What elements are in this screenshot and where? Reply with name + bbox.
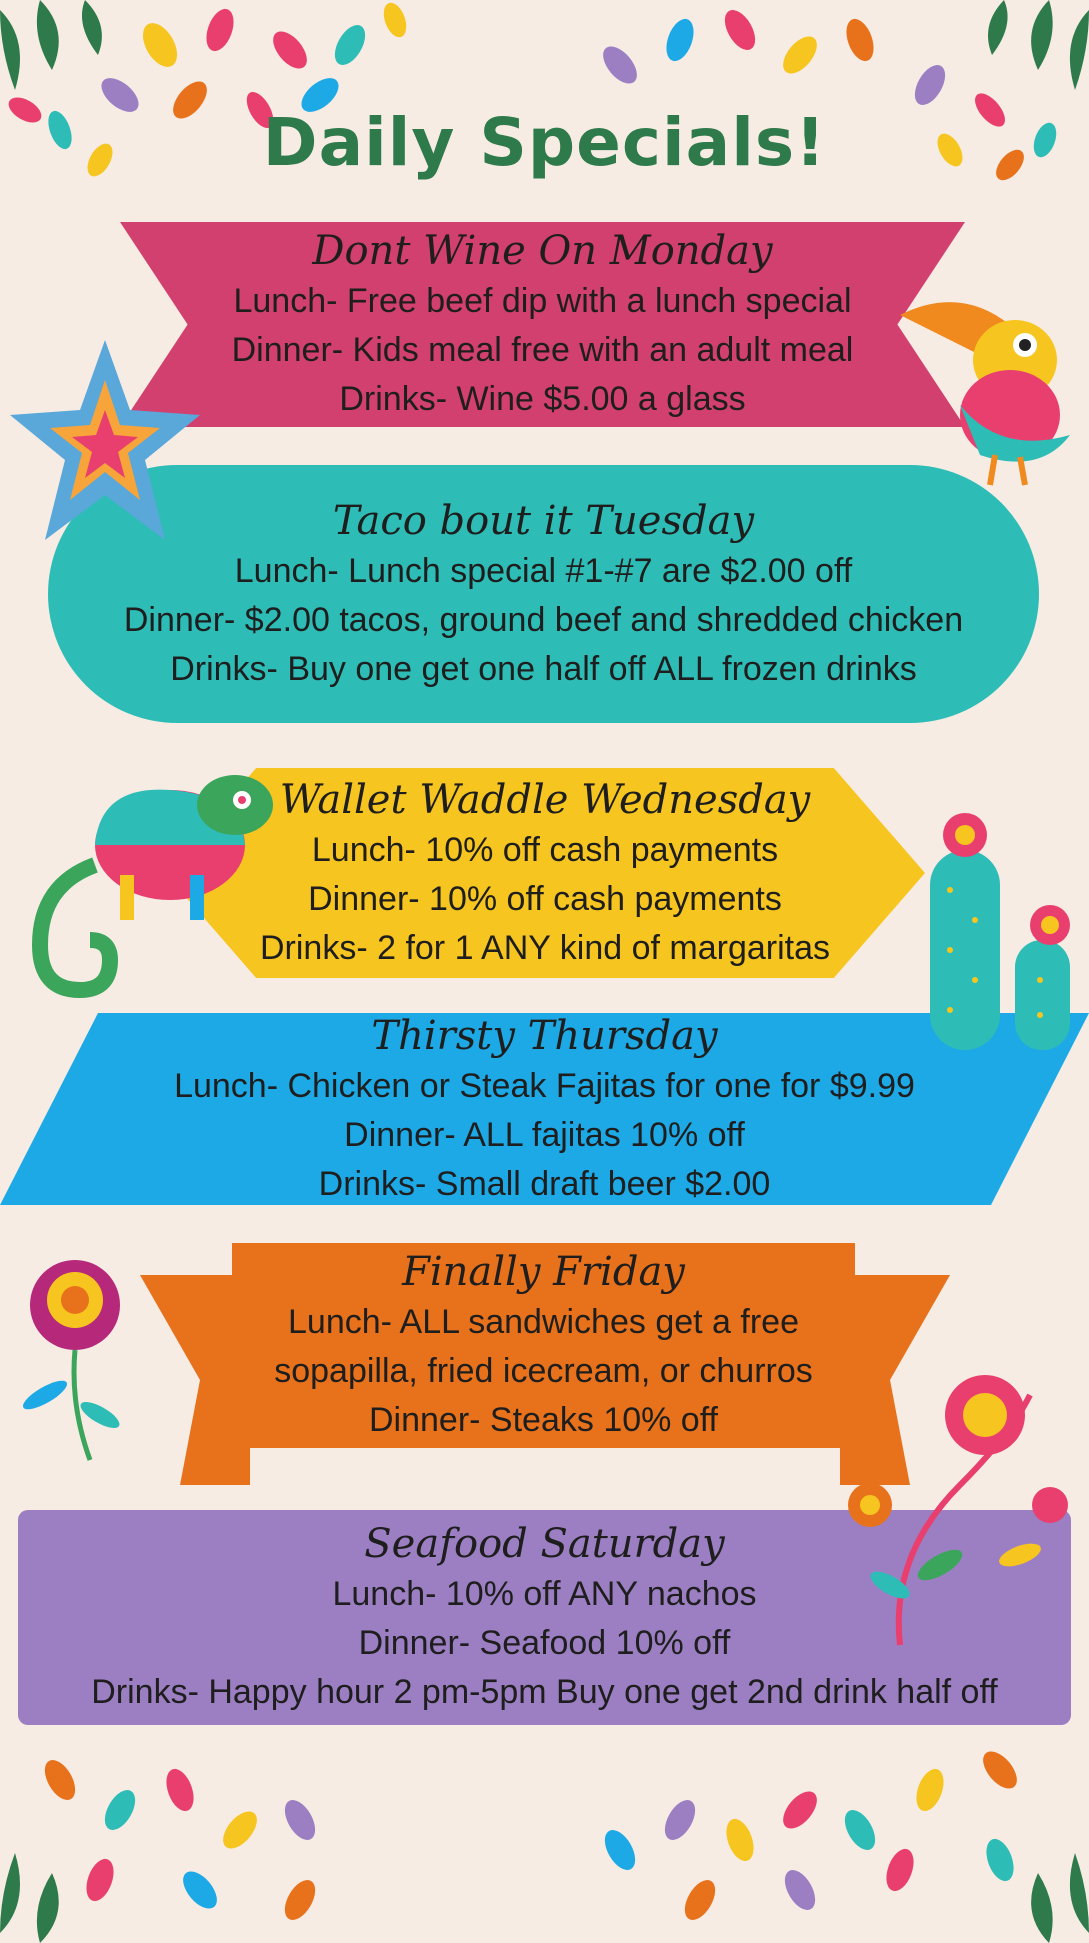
folk-flower-icon xyxy=(0,1245,140,1465)
special-line: Dinner- Kids meal free with an adult meal xyxy=(231,331,854,369)
banner-monday xyxy=(120,222,965,427)
special-line: Lunch- 10% off cash payments xyxy=(311,830,779,869)
day-heading: Wallet Waddle Wednesday xyxy=(279,776,811,823)
special-line: Drinks- Happy hour 2 pm-5pm Buy one get 2nd drink half off xyxy=(91,1673,998,1711)
chameleon-icon xyxy=(20,755,280,1015)
day-heading: Thirsty Thursday xyxy=(371,1012,718,1059)
special-line: Lunch- Lunch special #1-#7 are $2.00 off xyxy=(234,551,853,590)
special-line: Drinks- Wine $5.00 a glass xyxy=(339,380,746,418)
special-line: Dinner- 10% off cash payments xyxy=(308,879,782,918)
special-line: Drinks- Small draft beer $2.00 xyxy=(318,1164,771,1203)
toucan-icon xyxy=(900,285,1080,495)
special-line: Dinner- Steaks 10% off xyxy=(369,1401,718,1439)
special-line: Drinks- Buy one get one half off ALL frozen drinks xyxy=(170,649,917,688)
special-line: Dinner- Seafood 10% off xyxy=(358,1624,731,1662)
special-line: Drinks- 2 for 1 ANY kind of margaritas xyxy=(259,928,831,967)
banner-friday xyxy=(232,1243,855,1448)
flower-branch-icon xyxy=(810,1355,1080,1655)
page-title: Daily Specials! xyxy=(262,104,827,181)
day-heading: Taco bout it Tuesday xyxy=(332,497,755,544)
special-line: Dinner- $2.00 tacos, ground beef and shredded chicken xyxy=(123,600,964,639)
day-heading: Seafood Saturday xyxy=(364,1521,725,1567)
special-line: Lunch- 10% off ANY nachos xyxy=(332,1575,757,1613)
day-heading: Dont Wine On Monday xyxy=(312,228,773,274)
cactus-icon xyxy=(915,790,1089,1050)
special-line: Dinner- ALL fajitas 10% off xyxy=(344,1115,745,1154)
pinata-star-icon xyxy=(10,340,200,560)
special-line: Lunch- Free beef dip with a lunch special xyxy=(233,282,852,320)
special-line: Lunch- Chicken or Steak Fajitas for one for $9.99 xyxy=(174,1066,915,1105)
day-heading: Finally Friday xyxy=(402,1249,685,1295)
special-line: sopapilla, fried icecream, or churros xyxy=(274,1352,813,1390)
special-line: Lunch- ALL sandwiches get a free xyxy=(288,1303,799,1341)
